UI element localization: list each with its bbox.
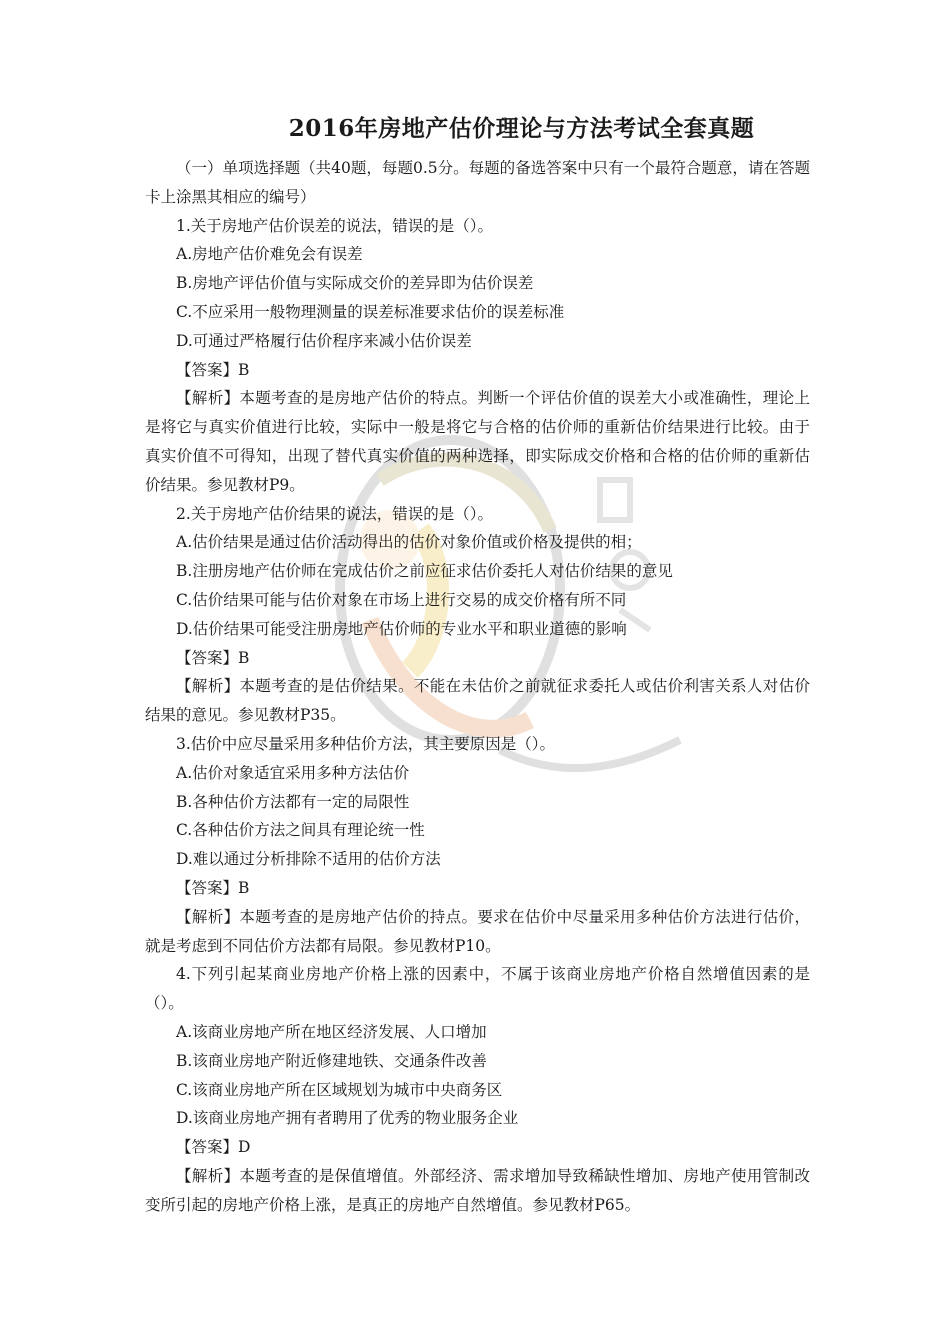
answer-option: C.各种估价方法之间具有理论统一性 (176, 821, 425, 840)
answer-option: A.估价对象适宜采用多种方法估价 (176, 763, 410, 782)
answer-option: B.注册房地产估价师在完成估价之前应征求估价委托人对估价结果的意见 (176, 562, 673, 581)
correct-answer: 【答案】D (176, 1138, 251, 1157)
correct-answer: 【答案】B (176, 360, 250, 379)
answer-option: A.该商业房地产所在地区经济发展、人口增加 (176, 1022, 487, 1041)
section-intro: （一）单项选择题（共40题，每题0.5分。每题的备选答案中只有一个最符合题意，请在答题卡上涂黑其相应的编号） (145, 159, 810, 206)
answer-option: A.房地产估价难免会有误差 (176, 245, 363, 264)
answer-analysis: 【解析】本题考查的是房地产估价的特点。判断一个评估价值的误差大小或准确性，理论上是将它与真实价值进行比较，实际中一般是将它与合格的估价师的重新估价结果进行比较。由于真实价值不可得知，出现了替代真实价值的两种选择，即实际成交价格和合格的估价师的重新估价结果。参见教材P9。 (145, 389, 810, 494)
answer-option: D.可通过严格履行估价程序来减小估价误差 (176, 331, 472, 350)
question-block (145, 730, 810, 960)
answer-analysis: 【解析】本题考查的是房地产估价的持点。要求在估价中尽量采用多种估价方法进行估价，就是考虑到不同估价方法都有局限。参见教材P10。 (145, 907, 810, 955)
answer-option: B.房地产评估价值与实际成交价的差异即为估价误差 (176, 274, 534, 293)
question-block (145, 212, 810, 500)
answer-analysis: 【解析】本题考查的是估价结果。不能在未估价之前就征求委托人或估价利害关系人对估价结果的意见。参见教材P35。 (145, 677, 810, 725)
question-block (145, 500, 810, 730)
question-stem: 3.估价中应尽量采用多种估价方法，其主要原因是（）。 (176, 734, 556, 753)
answer-option: C.该商业房地产所在区域规划为城市中央商务区 (176, 1080, 503, 1099)
page-title: 2016年房地产估价理论与方法考试全套真题 (288, 115, 755, 142)
answer-option: B.各种估价方法都有一定的局限性 (176, 792, 410, 811)
answer-option: D.估价结果可能受注册房地产估价师的专业水平和职业道德的影响 (176, 619, 627, 638)
question-stem: 4.下列引起某商业房地产价格上涨的因素中，不属于该商业房地产价格自然增值因素的是（）。 (145, 965, 810, 1013)
answer-analysis: 【解析】本题考查的是保值增值。外部经济、需求增加导致稀缺性增加、房地产使用管制改变所引起的房地产价格上涨，是真正的房地产自然增值。参见教材P65。 (145, 1166, 810, 1214)
answer-option: C.估价结果可能与估价对象在市场上进行交易的成交价格有所不同 (176, 590, 627, 609)
answer-option: B.该商业房地产附近修建地铁、交通条件改善 (176, 1051, 487, 1070)
question-stem: 2.关于房地产估价结果的说法，错误的是（）。 (176, 504, 494, 523)
answer-option: D.该商业房地产拥有者聘用了优秀的物业服务企业 (176, 1109, 519, 1128)
answer-option: A.估价结果是通过估价活动得出的估价对象价值或价格及提供的相； (176, 533, 642, 552)
answer-option: D.难以通过分析排除不适用的估价方法 (176, 850, 441, 869)
question-block (145, 960, 810, 1219)
correct-answer: 【答案】B (176, 878, 250, 897)
answer-option: C.不应采用一般物理测量的误差标准要求估价的误差标准 (176, 302, 565, 321)
document-body (145, 112, 810, 1219)
question-stem: 1.关于房地产估价误差的说法，错误的是（）。 (176, 216, 494, 235)
correct-answer: 【答案】B (176, 648, 250, 667)
